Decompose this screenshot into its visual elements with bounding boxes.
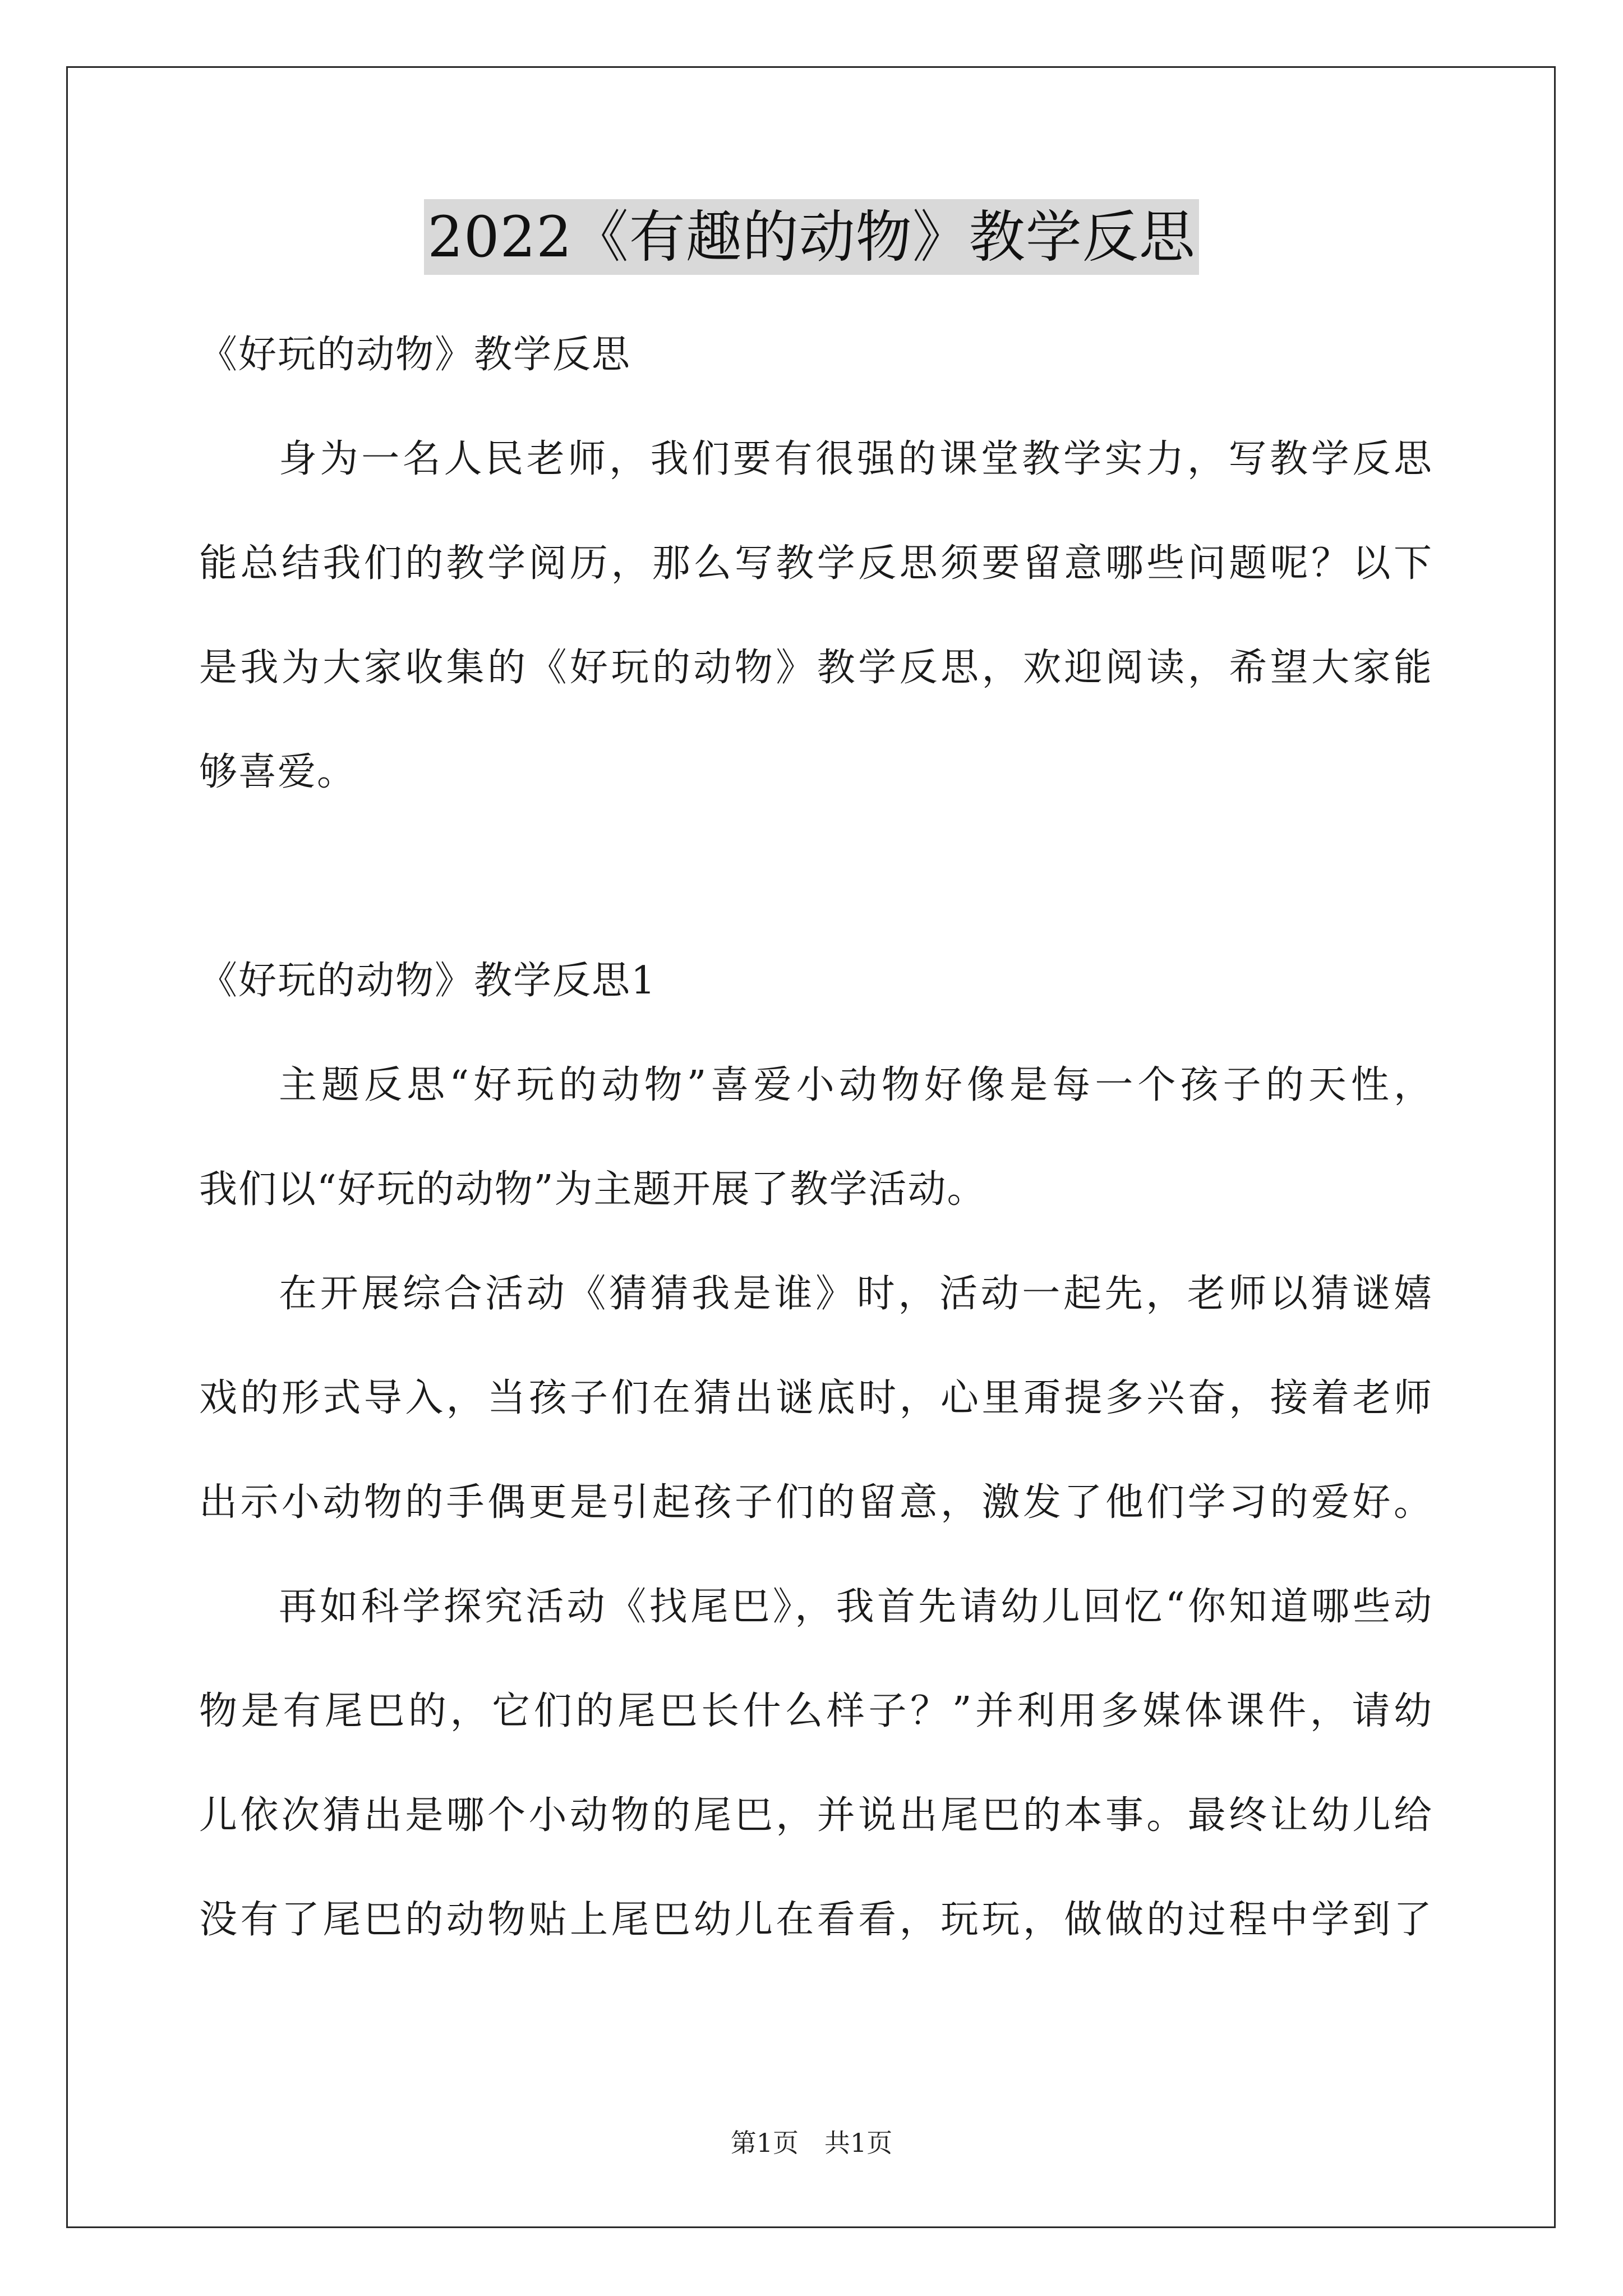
paragraph-line: 再如科学探究活动《找尾巴》，我首先请幼儿回忆“你知道哪些动 [279, 1585, 1433, 1629]
document-title: 2022《有趣的动物》教学反思 [424, 199, 1199, 275]
paragraph-line: 身为一名人民老师，我们要有很强的课堂教学实力，写教学反思 [279, 437, 1433, 481]
blank-line [199, 825, 1433, 929]
paragraph-line: 是我为大家收集的《好玩的动物》教学反思，欢迎阅读，希望大家能 [199, 646, 1433, 690]
paragraph-line: 出示小动物的手偶更是引起孩子们的留意，激发了他们学习的爱好。 [199, 1480, 1433, 1525]
paragraph-line: 戏的形式导入，当孩子们在猜出谜底时，心里甭提多兴奋，接着老师 [199, 1376, 1433, 1420]
paragraph-line: 没有了尾巴的动物贴上尾巴幼儿在看看，玩玩，做做的过程中学到了 [199, 1898, 1433, 1942]
paragraph-line: 主题反思“好玩的动物”喜爱小动物好像是每一个孩子的天性， [279, 1063, 1433, 1107]
page-footer: 第1页 共1页 [730, 2128, 893, 2158]
section-heading: 《好玩的动物》教学反思1 [199, 959, 657, 1003]
title-container [0, 199, 1623, 275]
paragraph-line: 够喜爱。 [199, 750, 357, 794]
paragraph-line: 物是有尾巴的，它们的尾巴长什么样子？”并利用多媒体课件，请幼 [199, 1689, 1433, 1733]
paragraph-line: 能总结我们的教学阅历，那么写教学反思须要留意哪些问题呢？以下 [199, 541, 1433, 586]
document-body [199, 303, 1433, 1972]
paragraph-line: 儿依次猜出是哪个小动物的尾巴，并说出尾巴的本事。最终让幼儿给 [199, 1793, 1433, 1838]
paragraph-line: 我们以“好玩的动物”为主题开展了教学活动。 [199, 1167, 986, 1212]
paragraph-line: 在开展综合活动《猜猜我是谁》时，活动一起先，老师以猜谜嬉 [279, 1272, 1433, 1316]
section-heading: 《好玩的动物》教学反思 [199, 333, 631, 377]
